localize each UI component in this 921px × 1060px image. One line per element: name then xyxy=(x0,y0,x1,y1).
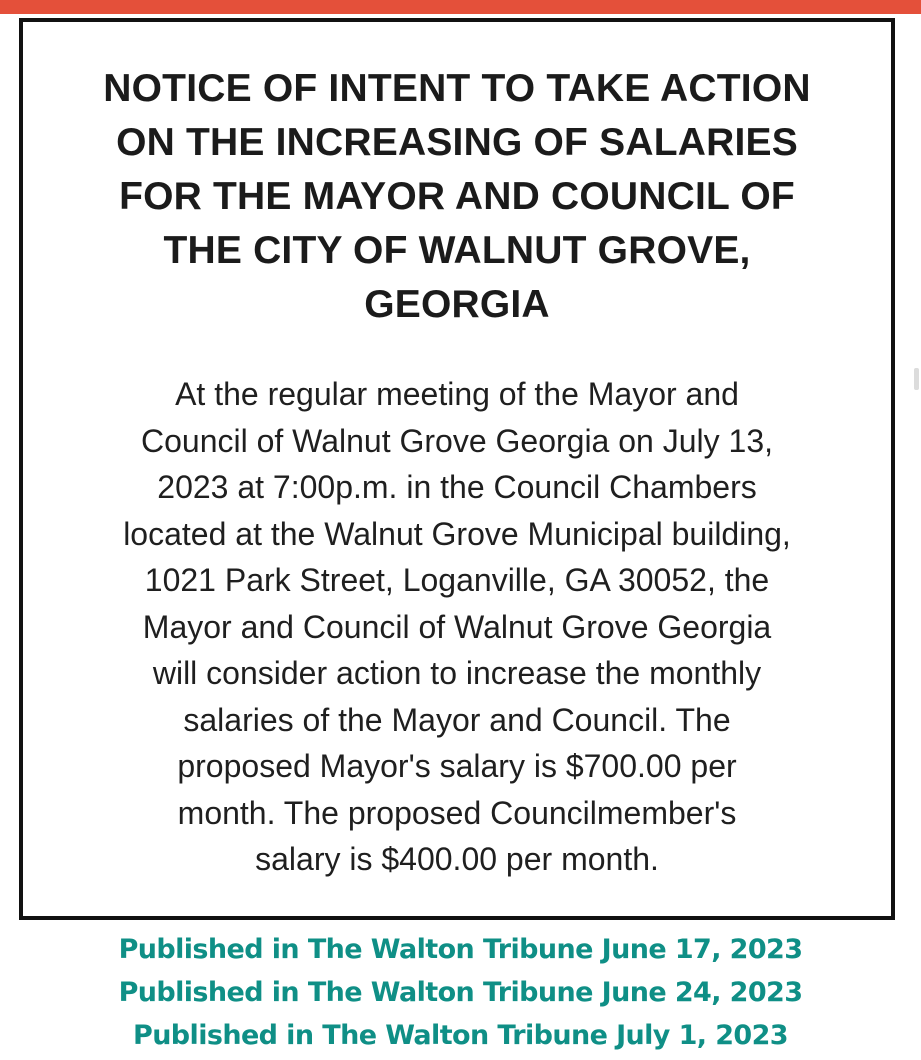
notice-title-line: ON THE INCREASING OF SALARIES xyxy=(116,121,798,164)
publication-line: Published in The Walton Tribune June 24, 2023 xyxy=(118,977,803,1008)
notice-body-line: salary is $400.00 per month. xyxy=(255,841,659,877)
notice-title-line: THE CITY OF WALNUT GROVE, xyxy=(163,229,751,272)
notice-title-line: NOTICE OF INTENT TO TAKE ACTION xyxy=(103,67,811,110)
notice-title xyxy=(23,62,891,332)
publication-dates xyxy=(0,928,921,1057)
notice-body xyxy=(23,371,891,883)
notice-body-line: located at the Walnut Grove Municipal building, xyxy=(123,515,791,552)
notice-body-line: 2023 at 7:00p.m. in the Council Chambers xyxy=(157,469,757,505)
notice-body-line: Mayor and Council of Walnut Grove Georgia xyxy=(142,608,772,645)
publication-line: Published in The Walton Tribune June 17, 2023 xyxy=(118,934,803,965)
legal-notice-box xyxy=(19,18,895,920)
notice-body-line: will consider action to increase the monthly xyxy=(152,655,762,691)
page-edge-mark xyxy=(914,368,919,390)
publication-line: Published in The Walton Tribune July 1, 2023 xyxy=(133,1020,788,1051)
notice-title-line: FOR THE MAYOR AND COUNCIL OF xyxy=(119,175,795,218)
top-accent-rule xyxy=(0,0,921,14)
notice-title-line: GEORGIA xyxy=(364,283,550,326)
notice-body-line: proposed Mayor's salary is $700.00 per xyxy=(177,748,737,784)
notice-body-line: At the regular meeting of the Mayor and xyxy=(175,376,739,412)
notice-body-line: Council of Walnut Grove Georgia on July 13, xyxy=(140,422,773,459)
notice-body-line: 1021 Park Street, Loganville, GA 30052, the xyxy=(144,562,770,598)
notice-body-line: salaries of the Mayor and Council. The xyxy=(183,701,731,738)
notice-body-line: month. The proposed Councilmember's xyxy=(177,794,737,831)
